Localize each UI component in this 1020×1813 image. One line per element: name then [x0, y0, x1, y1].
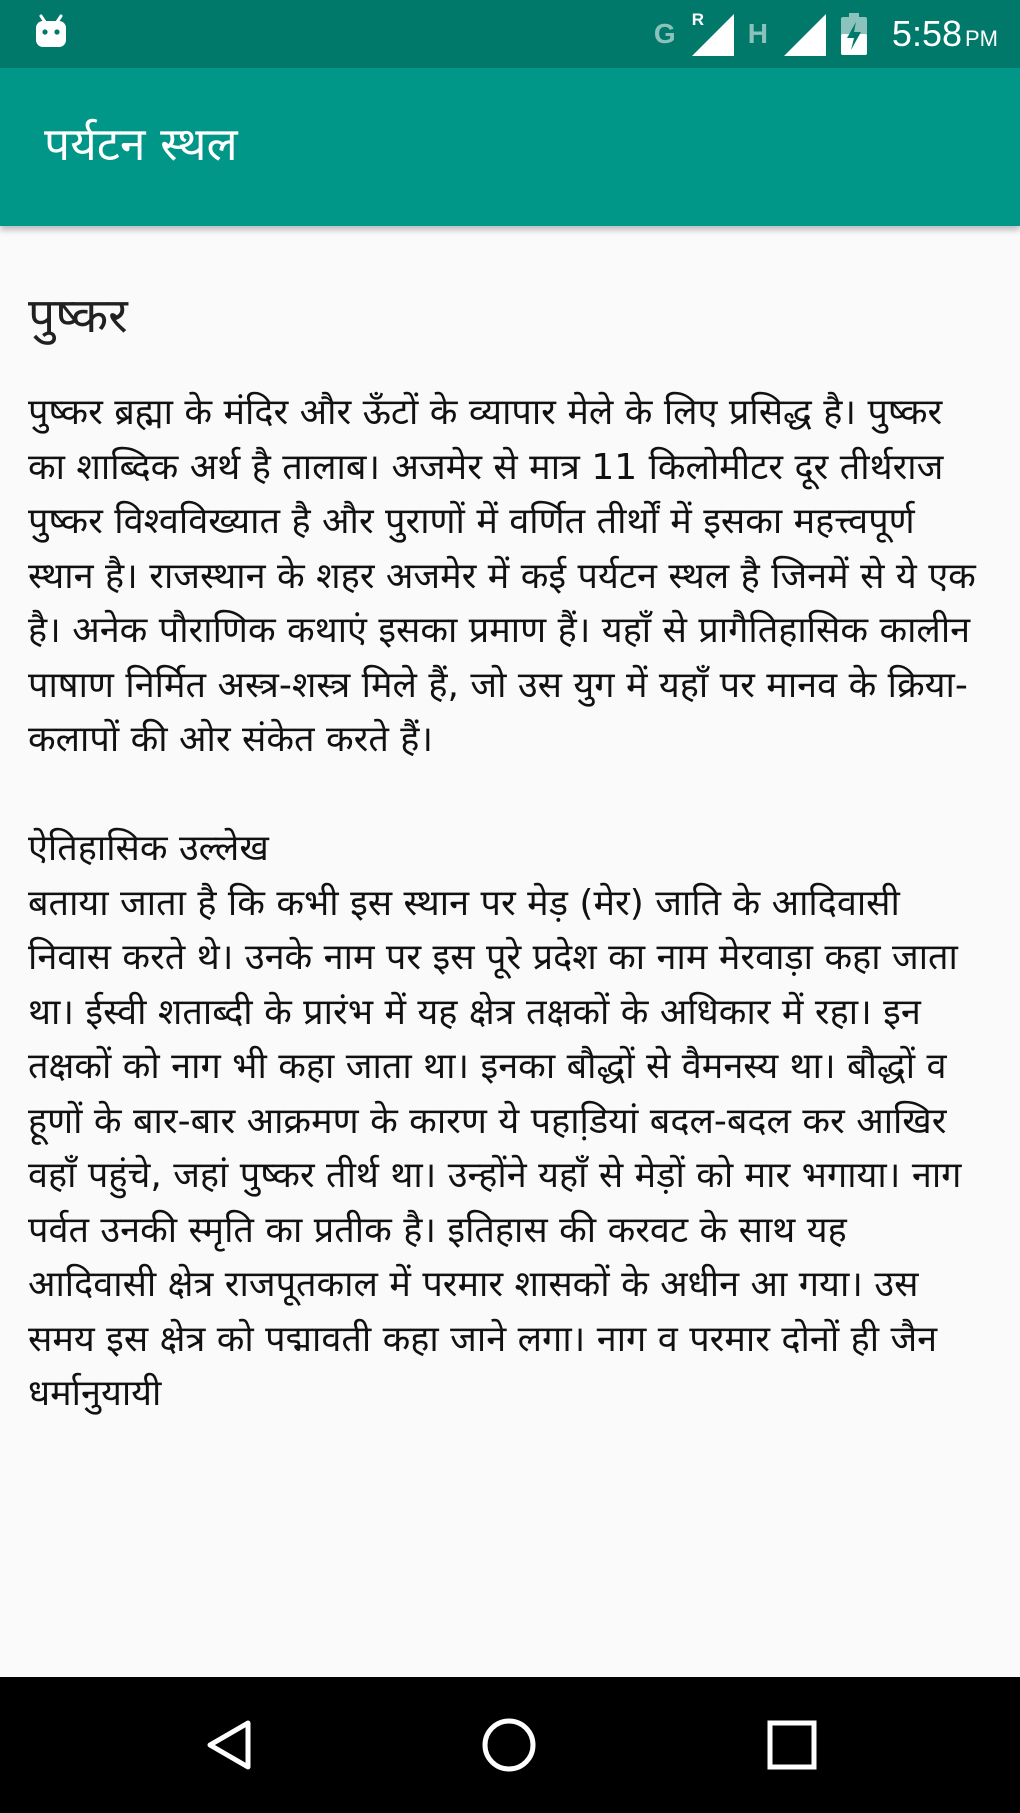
page-heading: पुष्कर	[28, 288, 128, 344]
content-scroll-area[interactable]	[0, 226, 1020, 1536]
app-title: पर्यटन स्थल	[44, 117, 238, 171]
status-icons	[654, 8, 998, 60]
recent-apps-icon	[764, 1717, 820, 1773]
back-icon	[200, 1715, 260, 1775]
roaming-indicator: R	[691, 10, 704, 29]
navigation-bar	[0, 1677, 1020, 1813]
clock-ampm: PM	[965, 26, 998, 51]
android-notification-icon	[34, 12, 68, 52]
network-type-label: G	[653, 18, 676, 49]
recent-apps-button[interactable]	[758, 1711, 826, 1779]
signal-icon	[782, 12, 826, 56]
body-text: पुष्कर ब्रह्मा के मंदिर और ऊँटों के व्यापार मेले के लिए प्रसिद्ध है। पुष्कर का शाब्दिक अर्थ है तालाब। अजमेर से मात्र 11 किलोमीटर दूर तीर्थराज पुष्कर विश्वविख्यात है और पुराणों में वर्णित तीर्थों में इसका महत्त्वपूर्ण स्थान है। राजस्थान के शहर अजमेर में कई पर्यटन स्थल है जिनमें से ये एक है। अनेक पौराणिक कथाएं इसका प्रमाण हैं। यहाँ से प्रागैतिहासिक कालीन पाषाण निर्मित अस्त्र-शस्त्र मिले हैं, जो उस युग में यहाँ पर मानव के क्रिया-कलापों की ओर संकेत करते हैं। ऐतिहासिक उल्लेख बताया जाता है कि कभी इस स्थान पर मेड़ (मेर) जाति के आदिवासी निवास करते थे। उनके नाम पर इस पूरे प्रदेश का नाम मेरवाड़ा कहा जाता था। ईस्वी शताब्दी के प्रारंभ में यह क्षेत्र तक्षकों के अधिकार में रहा। इन तक्षकों को नाग भी कहा जाता था। इनका बौद्धों से वैमनस्य था। बौद्धों व हूणों के बार-बार आक्रमण के कारण ये पहाडि़यां बदल-बदल कर आखिर वहाँ पहुंचे, जहां पुष्कर तीर्थ था। उन्होंने यहाँ से मेड़ों को मार भगाया। नाग पर्वत उनकी स्मृति का प्रतीक है। इतिहास की करवट के साथ यह आदिवासी क्षेत्र राजपूतकाल में परमार शासकों के अधीन आ गया। उस समय इस क्षेत्र को पद्मावती कहा जाने लगा। नाग व परमार दोनों ही जैन धर्मानुयायी	[28, 392, 976, 1414]
home-button[interactable]	[475, 1711, 543, 1779]
home-icon	[477, 1713, 541, 1777]
content-inner	[28, 226, 986, 1422]
network-type-label-2: H	[747, 18, 768, 49]
battery-charging-icon	[840, 12, 868, 56]
app-bar	[0, 68, 1020, 226]
status-clock	[892, 13, 998, 55]
clock-time: 5:58	[891, 13, 962, 54]
back-button[interactable]	[196, 1711, 264, 1779]
signal-roaming-icon	[690, 12, 734, 56]
status-bar	[0, 0, 1020, 68]
